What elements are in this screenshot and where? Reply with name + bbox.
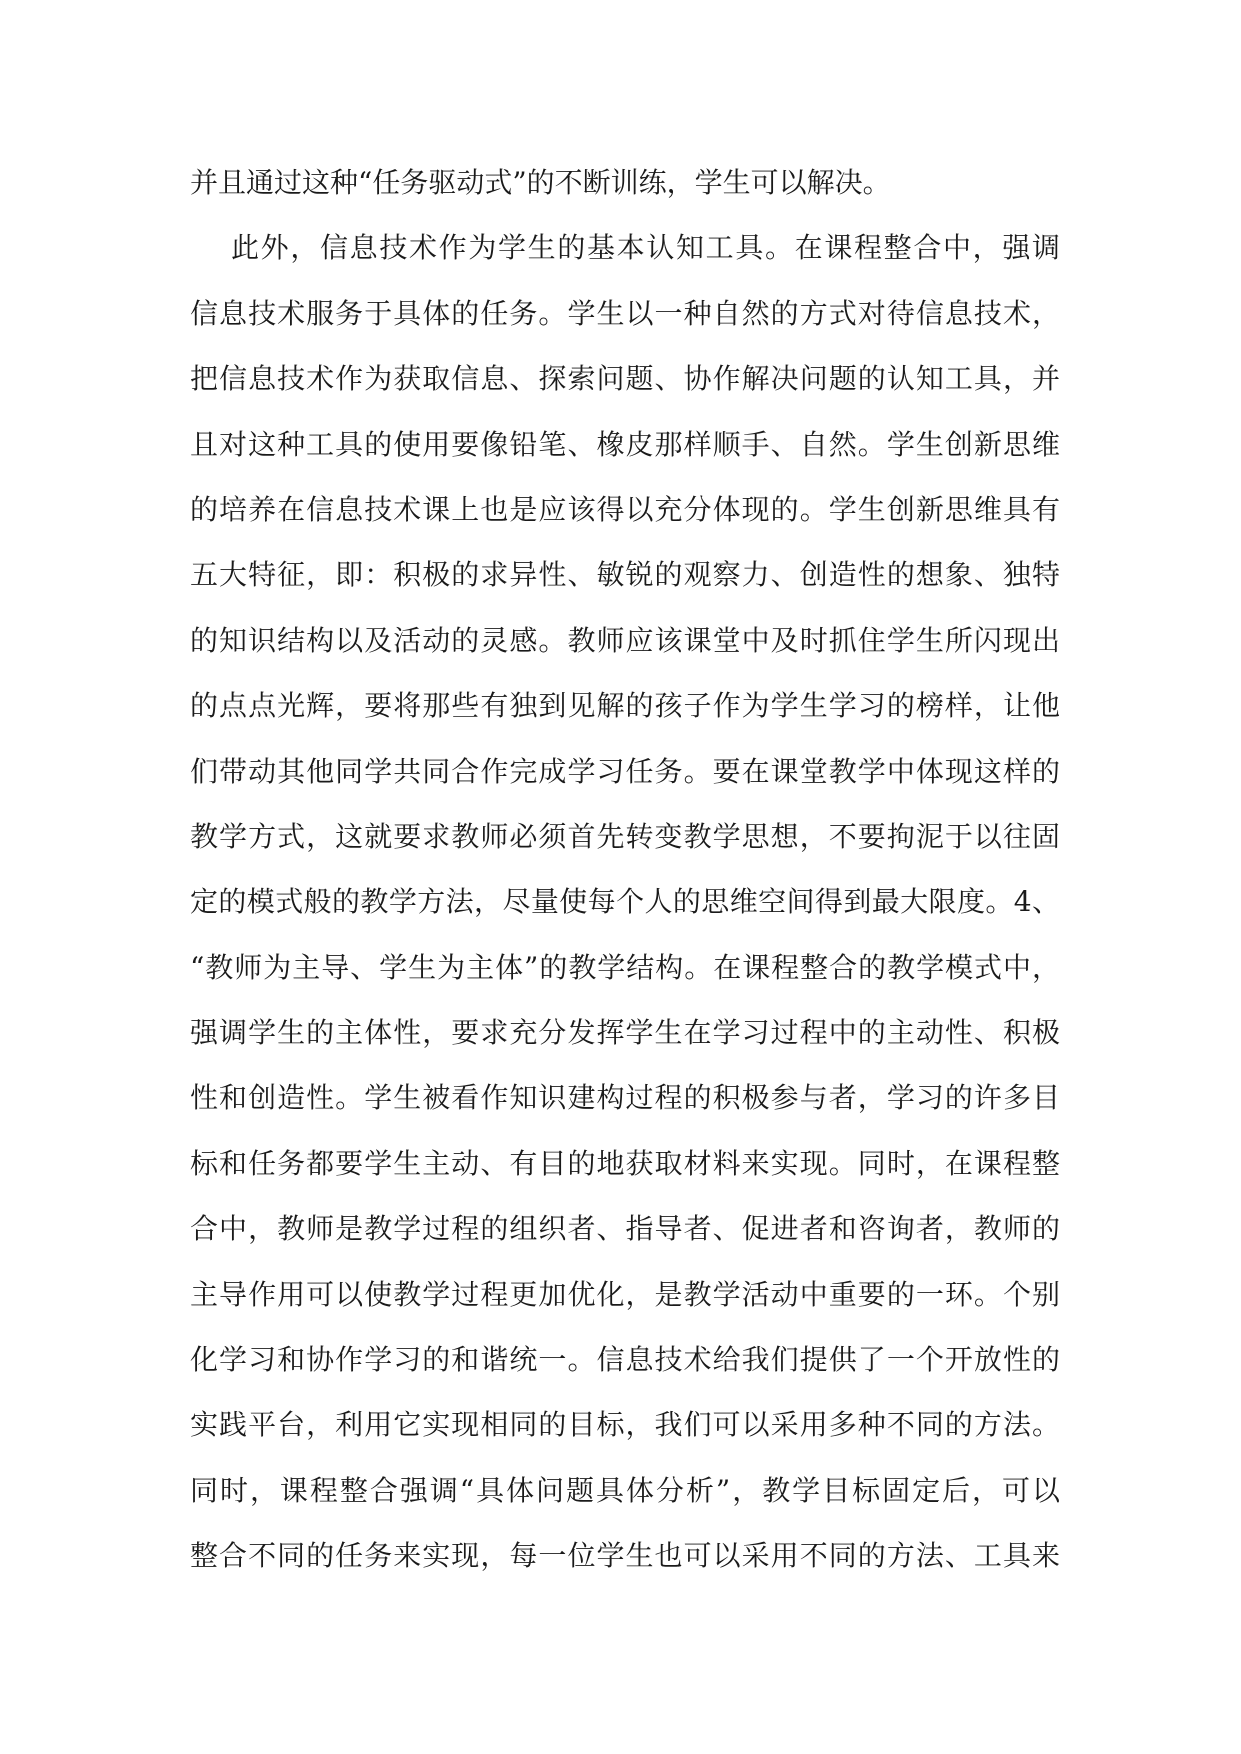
text-line: 信息技术服务于具体的任务。学生以一种自然的方式对待信息技术， — [190, 296, 1060, 330]
text-line: 的培养在信息技术课上也是应该得以充分体现的。学生创新思维具有 — [190, 492, 1060, 526]
text-line: 的知识结构以及活动的灵感。教师应该课堂中及时抓住学生所闪现出 — [190, 623, 1060, 657]
text-line: 同时，课程整合强调“具体问题具体分析”，教学目标固定后，可以 — [190, 1473, 1060, 1507]
text-line: 强调学生的主体性，要求充分发挥学生在学习过程中的主动性、积极 — [190, 1016, 1060, 1050]
text-line: 化学习和协作学习的和谐统一。信息技术给我们提供了一个开放性的 — [190, 1343, 1060, 1377]
text-line: 整合不同的任务来实现，每一位学生也可以采用不同的方法、工具来 — [190, 1539, 1060, 1573]
text-line: 把信息技术作为获取信息、探索问题、协作解决问题的认知工具，并 — [190, 362, 1060, 396]
text-line: 主导作用可以使教学过程更加优化，是教学活动中重要的一环。个别 — [190, 1277, 1060, 1311]
text-line: 且对这种工具的使用要像铅笔、橡皮那样顺手、自然。学生创新思维 — [190, 427, 1060, 461]
text-line: 定的模式般的教学方法，尽量使每个人的思维空间得到最大限度。4、 — [190, 885, 1060, 919]
text-line: 实践平台，利用它实现相同的目标，我们可以采用多种不同的方法。 — [190, 1408, 1060, 1442]
body-text — [190, 150, 1060, 1589]
text-line: 性和创造性。学生被看作知识建构过程的积极参与者，学习的许多目 — [190, 1081, 1060, 1115]
text-line: 教学方式，这就要求教师必须首先转变教学思想，不要拘泥于以往固 — [190, 819, 1060, 853]
text-line: 五大特征，即：积极的求异性、敏锐的观察力、创造性的想象、独特 — [190, 558, 1060, 592]
text-line: 们带动其他同学共同合作完成学习任务。要在课堂教学中体现这样的 — [190, 754, 1060, 788]
text-line: 并且通过这种“任务驱动式”的不断训练，学生可以解决。 — [190, 166, 891, 199]
text-line: 的点点光辉，要将那些有独到见解的孩子作为学生学习的榜样，让他 — [190, 689, 1060, 723]
text-line: 合中，教师是教学过程的组织者、指导者、促进者和咨询者，教师的 — [190, 1212, 1060, 1246]
paragraph-first-line: 此外，信息技术作为学生的基本认知工具。在课程整合中，强调 — [231, 231, 1060, 265]
text-line: 标和任务都要学生主动、有目的地获取材料来实现。同时，在课程整 — [190, 1146, 1060, 1180]
text-line: “教师为主导、学生为主体”的教学结构。在课程整合的教学模式中， — [190, 950, 1060, 984]
